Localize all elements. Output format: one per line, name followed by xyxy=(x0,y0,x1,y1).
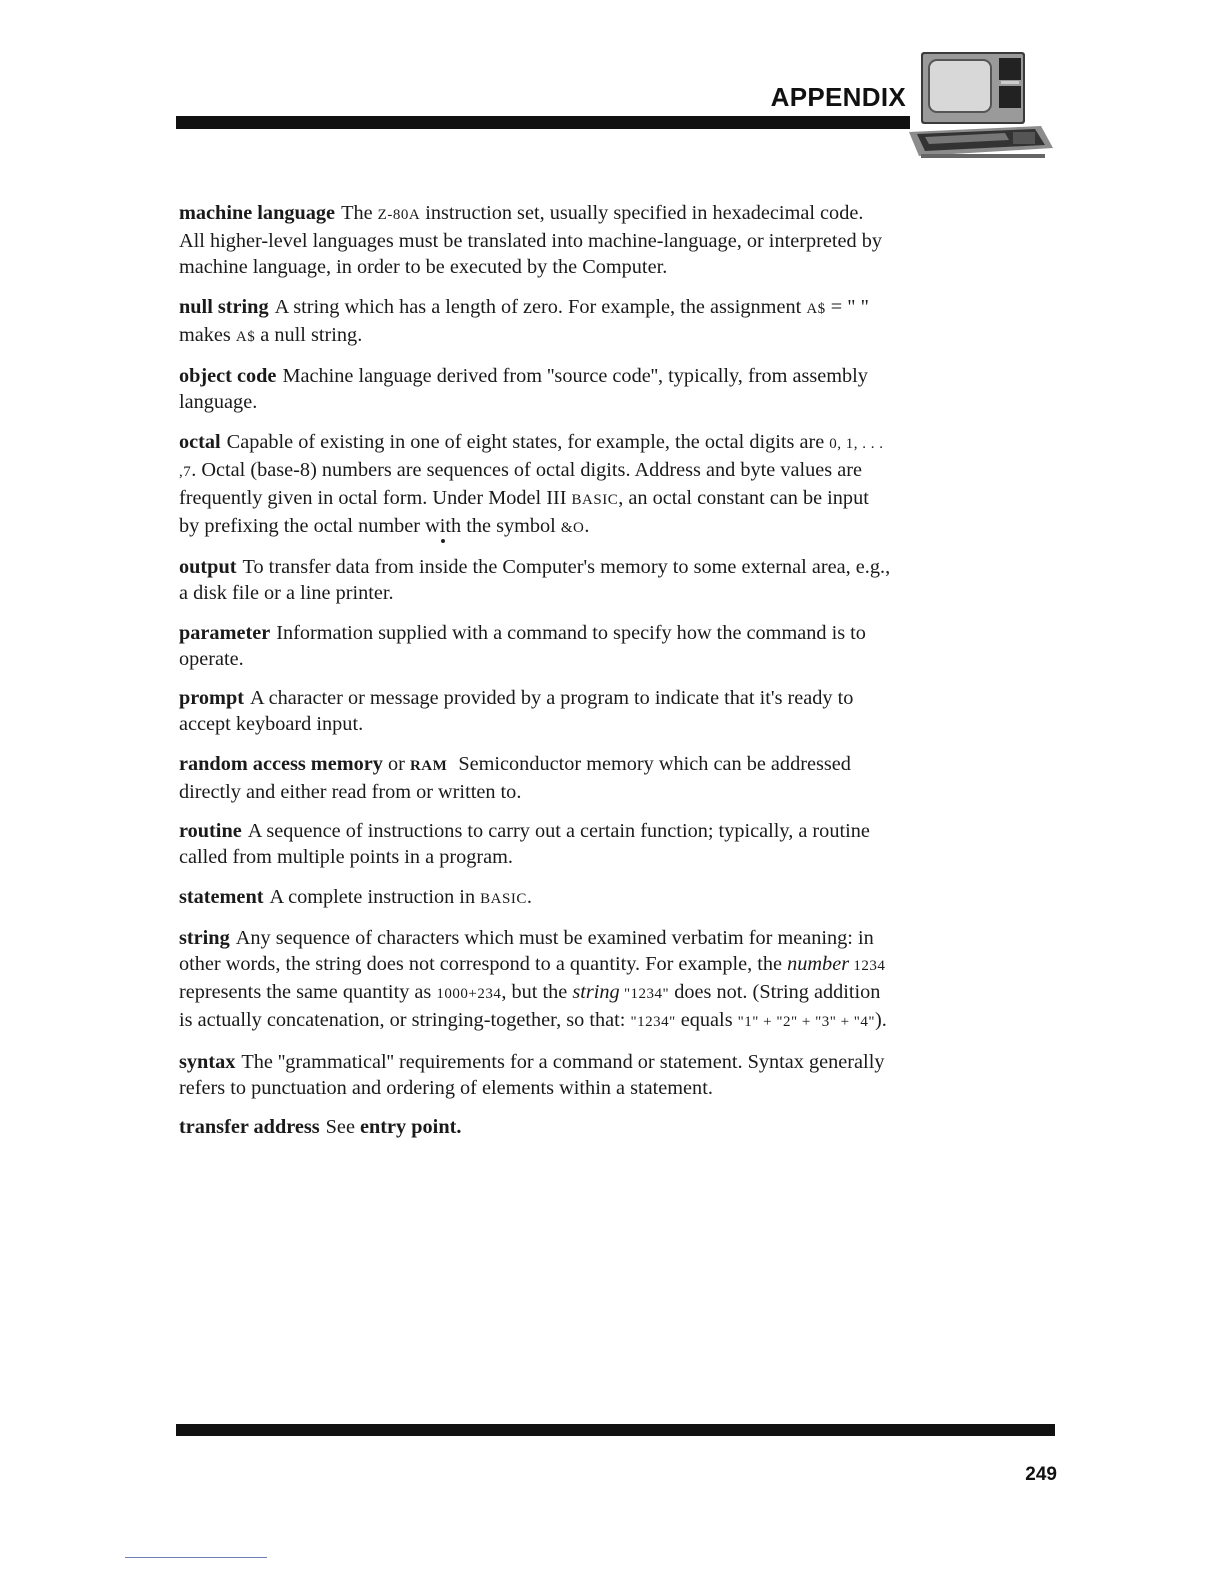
entry-term: parameter xyxy=(179,621,271,644)
entry-term: statement xyxy=(179,885,264,908)
footer-rule xyxy=(176,1424,1055,1436)
entry-term: output xyxy=(179,556,237,578)
stray-mark xyxy=(441,539,445,543)
entry-term: prompt xyxy=(179,687,244,709)
entry-term: syntax xyxy=(179,1050,236,1073)
glossary-entry: output To transfer data from inside the Computer's memory to some external area, e.g., a disk file or a line printer. xyxy=(179,556,891,604)
glossary-entry: string Any sequence of characters which must be examined verbatim for meaning: in other words, the string does not correspond to a quantity. For example, the number 1234 represents the same quantity as 1000+234, but the string "1234" does not. (String addition is actually concatenation, or stringing-together, so that: "1234" equals "1" + "2" + "3" + "4"). xyxy=(179,927,887,1031)
header-rule xyxy=(176,116,910,129)
footnote-divider xyxy=(125,1557,267,1558)
glossary-entry: transfer address See entry point. xyxy=(179,1116,462,1138)
cross-reference: entry point. xyxy=(360,1116,462,1138)
glossary-entry: parameter Information supplied with a command to specify how the command is to operate. xyxy=(179,621,866,670)
entry-term: machine language xyxy=(179,202,336,224)
glossary-entry: null string A string which has a length of zero. For example, the assignment A$ = " " makes A$ a null string. xyxy=(179,295,869,346)
appendix-header: APPENDIX xyxy=(770,82,906,112)
entry-term-abbrev: RAM xyxy=(409,757,448,774)
entry-term: transfer address xyxy=(179,1116,320,1138)
glossary-entry: machine language The Z-80A instruction set, usually specified in hexadecimal code. All higher-level languages must be translated into machine-language, or interpreted by machine language, in order to be executed by the Computer. xyxy=(179,202,883,278)
glossary-entry: syntax The ''grammatical'' requirements for a command or statement. Syntax generally refers to punctuation and ordering of elements within a statement. xyxy=(179,1050,885,1099)
glossary-entry: prompt A character or message provided by a program to indicate that it's ready to accept keyboard input. xyxy=(179,687,854,735)
glossary-entry: random access memory or RAM Semiconductor memory which can be addressed directly and either read from or written to. xyxy=(179,752,851,803)
entry-term: octal xyxy=(179,430,221,453)
glossary-entry: statement A complete instruction in BASIC. xyxy=(179,885,532,908)
glossary-entry: routine A sequence of instructions to carry out a certain function; typically, a routine called from multiple points in a program. xyxy=(179,820,870,868)
entry-term: string xyxy=(179,927,230,949)
glossary-entry: octal Capable of existing in one of eight states, for example, the octal digits are 0, 1, . . . ,7. Octal (base-8) numbers are sequences of octal digits. Address and byte values are frequently given in octal form. Under Model III BASIC, an octal constant can be input by prefixing the octal number with the symbol &O. xyxy=(179,430,884,537)
page-number: 249 xyxy=(1025,1464,1057,1485)
entry-term: object code xyxy=(179,365,277,387)
entry-term: null string xyxy=(179,295,269,318)
entry-term: random access memory xyxy=(179,752,383,775)
computer-illustration-icon xyxy=(895,40,1065,170)
glossary-list xyxy=(179,200,891,1154)
glossary-entry: object code Machine language derived from ''source code'', typically, from assembly language. xyxy=(179,365,868,413)
entry-term: routine xyxy=(179,820,242,842)
